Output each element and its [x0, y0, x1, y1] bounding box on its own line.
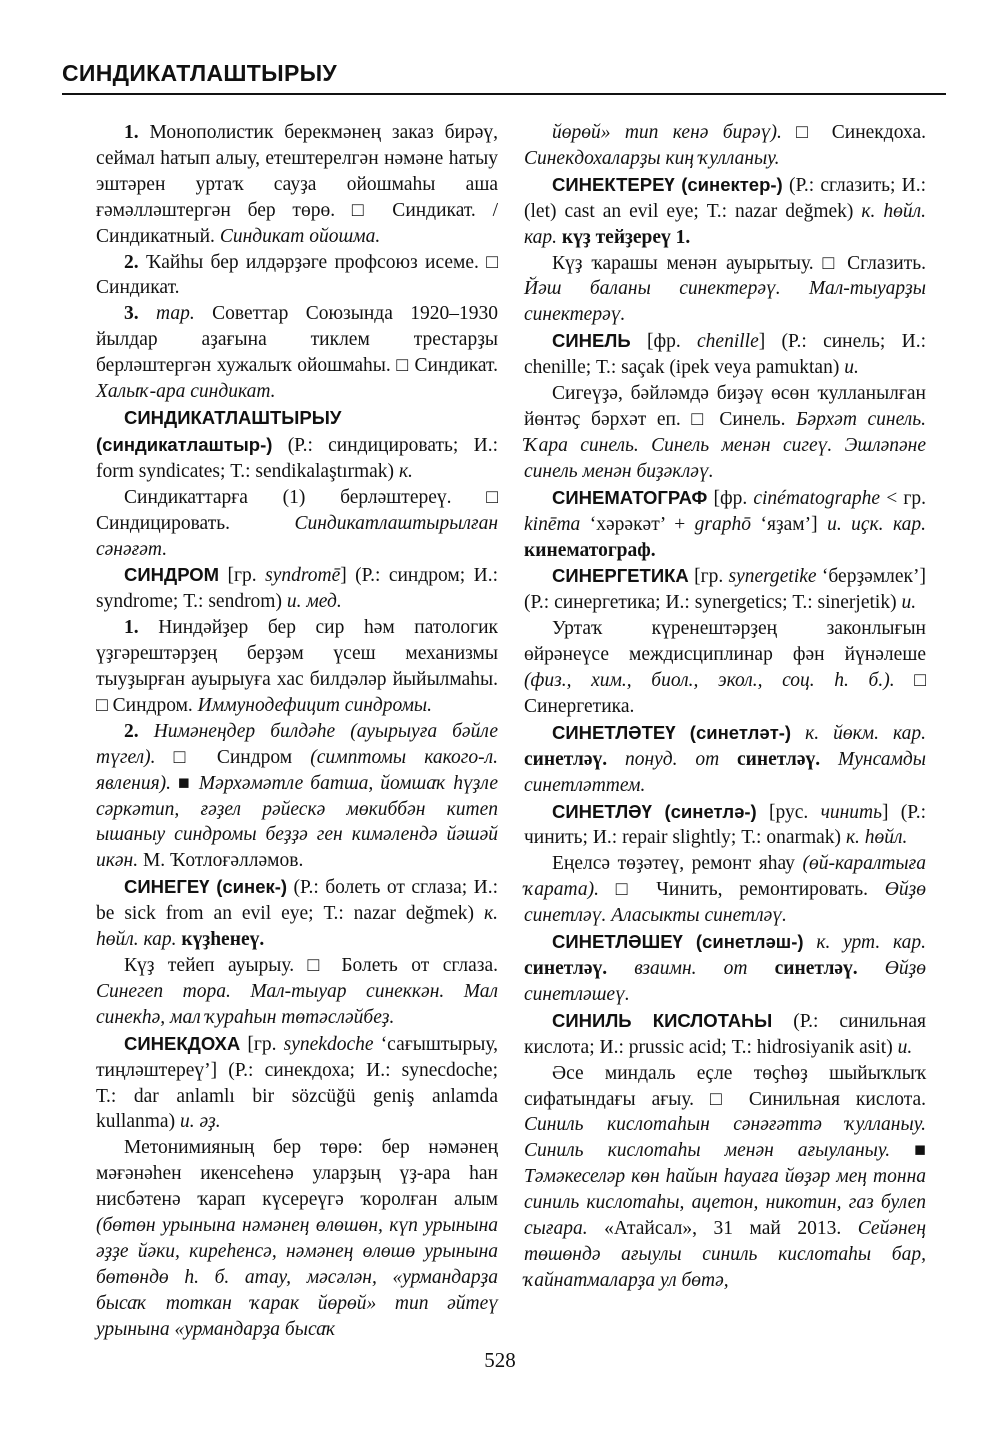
italic-run: Синегеп тора. Мал-тыуар синеккән. Мал синекһә, мал ҡураһын төтәсләйбеҙ. — [96, 980, 498, 1028]
bold-run: синетләү. — [737, 748, 821, 770]
italic-run: взаимн. от — [634, 958, 748, 979]
text-run: (Р.: сглазить; И.: (let) cast an evil eye; Т.: nazar değmek) — [524, 174, 927, 222]
headword: СИНЕТЛӘТЕҮ (синетләт-) — [552, 721, 792, 743]
italic-run: Өйҙө синетләшеү. — [524, 958, 926, 1005]
italic-run: (ауырыуға бәйле түгел). — [96, 720, 498, 768]
headword: СИНЕКДОХА — [124, 1032, 241, 1054]
italic-run: (физ., хим., биол., экол., соц. һ. б.). — [524, 670, 895, 692]
italic-run: Синиль кислотаһын сәнәғәттә ҡулланыу. Синиль кислотаһы менән ағыуланыу. — [524, 1114, 926, 1162]
italic-run: graphō — [694, 513, 752, 535]
text-run: Монополистик берекмәнең заказ бирәү, сеймал һатып алыу, етештерелгән нәмәне һатыу эштәрен уртаҡ сауҙа ойошмаһы аша ғәмәлләштергән бер төрө. □ Синдикат. / Синдикатный. — [96, 122, 498, 247]
text-run: [фр. — [630, 331, 698, 353]
italic-run: тар. — [156, 303, 195, 325]
italic-run: и. иҫк. кар. — [827, 513, 926, 535]
paragraph — [524, 485, 926, 564]
text-run: Советтар Союзында 1920–1930 йылдар аҙағына тиклем трестарҙы берләштергән хужалыҡ ойошмаһы. □ Синдикат. — [96, 303, 498, 377]
right-column — [524, 120, 926, 1294]
italic-run: Йәш баланы синектерәү. Мал-тыуарҙы синектерәү. — [524, 278, 926, 326]
text-run — [719, 749, 737, 770]
italic-run: и. мед. — [286, 591, 342, 613]
text-run: Әсе миндаль еҫле төҫһөҙ шыйыҡлыҡ сифатындағы ағыу. □ Синильная кислота. — [524, 1062, 926, 1110]
italic-run: йөрөй» тип кенә бирәү). — [552, 122, 782, 143]
italic-run: и. әҙ. — [179, 1111, 221, 1133]
italic-run: Синекдохаларҙы киң ҡулланыу. — [524, 147, 780, 169]
text-run: «Атайсал», 31 май 2013. — [587, 1218, 858, 1240]
italic-run: kinēma — [524, 513, 581, 535]
italic-run: и. — [844, 357, 859, 379]
running-head: СИНДИКАТЛАШТЫРЫУ — [62, 60, 338, 86]
paragraph — [524, 616, 926, 720]
italic-run: Синдикат ойошма. — [219, 225, 381, 247]
text-run: ‘сағыштырыу, тиңләштереү’] (Р.: синекдоха; И.: synecdoche; Т.: dar anlamlı bir sözcüğü geniş anlamda kullanma) — [96, 1033, 498, 1133]
italic-run: Өйҙө синетләү. Аласыкты синетләү. — [524, 879, 926, 927]
paragraph — [524, 251, 926, 329]
text-run: Ҡайһы бер илдәрҙәге профсоюз исеме. □ Синдикат. — [96, 251, 498, 299]
header-rule — [62, 93, 946, 95]
italic-run: чинить — [820, 801, 882, 823]
headword: СИНЕЛЬ — [552, 330, 631, 352]
text-run: (Р.: синдицировать; И.: form syndicates; Т.: sendikalaştırmak) — [96, 434, 498, 482]
bold-run: синетләү. — [524, 748, 608, 770]
italic-run: Мунсамды синетләттем. — [524, 748, 926, 796]
paragraph — [96, 562, 498, 615]
italic-run: (өй-каралтыға ҡарата). — [524, 853, 926, 901]
italic-run: Бәрхәт синель. Ҡара синель. Синель менән сигеү. Эшләпәне синель менән биҙәкләү. — [524, 408, 926, 482]
headword: СИНЕТЛӘҮ (синетлә-) — [552, 800, 757, 822]
bold-run: 1. — [124, 617, 159, 639]
text-run: (Р.: болеть от сглаза; И.: be sick from an evil eye; Т.: nazar değmek) — [96, 877, 499, 925]
italic-run: к. — [398, 460, 413, 482]
bold-run: күҙ тейҙереү 1. — [561, 226, 691, 248]
text-run: [гр. — [219, 565, 266, 587]
text-run: □ Синдром — [155, 746, 311, 768]
text-run — [820, 749, 838, 770]
bold-run: 2. — [124, 720, 154, 742]
italic-run: (бөтөн урынына нәмәнең өлөшөн, күп урынына әҙҙе йәки, киреһенсә, нәмәнең өлөшө урынына бөтөндө һ. б. атау, мәсәлән, «урмандарҙа бысаҡ тоткан ҡарак йөрөй» тип әйтеү урынына «урмандарҙа бысаҡ — [96, 1215, 498, 1340]
paragraph — [524, 172, 926, 251]
italic-run: Халыҡ-ара синдикат. — [96, 381, 276, 403]
text-run — [335, 721, 350, 742]
text-run: ] (Р.: чинить; И.: repair slightly; Т.: onarmak) — [524, 801, 926, 849]
paragraph — [96, 953, 498, 1031]
paragraph — [96, 615, 498, 719]
italic-run: Сейәнең төшөндә ағыулы синиль кислотаһы бар, ҡайнатмаларҙа ул бөтә, — [524, 1218, 926, 1291]
text-run: ■ — [890, 1140, 927, 1162]
text-run: М. Ҡотлоғәлләмов. — [138, 850, 304, 872]
headword: СИНИЛЬ КИСЛОТАҺЫ — [552, 1009, 773, 1031]
text-run: ‘хәрәкәт’ + — [580, 513, 695, 535]
paragraph — [524, 563, 926, 616]
headword: СИНДРОМ — [124, 564, 220, 586]
italic-run: Нимәнеңдер билдәһе — [153, 720, 336, 742]
text-run: Уртаҡ күренештәрҙең законлығын өйрәнеүсе междисциплинар фән йүнәлеше — [524, 618, 926, 666]
bold-run: 2. — [124, 251, 146, 273]
bold-run: синетләү. — [524, 958, 608, 979]
text-run: Еңелсә төҙәтеү, ремонт яһау — [552, 853, 803, 875]
text-run: □ Чинить, ремонтировать. — [598, 879, 885, 901]
paragraph — [96, 1031, 498, 1136]
italic-run: Мәрхәмәтле батша, йомшаҡ һүҙле сәркәтип, ғәҙел рәйескә мөкиббән китеп ышаныу синдромы беҙҙә ген кимәлендә йәшәй икән. — [96, 772, 498, 872]
paragraph — [96, 485, 498, 563]
text-run: ‘яҙам’] — [751, 513, 828, 535]
paragraph — [524, 120, 926, 172]
italic-run: к. һөйл. — [845, 827, 908, 849]
text-run: □ Синергетика. — [524, 670, 926, 717]
paragraph — [524, 381, 926, 485]
text-run: [гр. — [688, 566, 729, 588]
italic-run: к. һөйл. кар. — [524, 200, 927, 248]
italic-run: к. урт. кар. — [816, 932, 927, 954]
italic-run: и. — [901, 592, 917, 614]
text-run — [791, 723, 805, 744]
headword: СИНЕКТЕРЕҮ (синектер-) — [552, 173, 783, 195]
headword: СИНЕМАТОГРАФ — [552, 486, 708, 508]
italic-run: к. һөйл. кар. — [96, 903, 498, 951]
text-run: □ Синекдоха. — [781, 122, 926, 143]
italic-run: Тәмәкеселәр көн һайын һауаға йөҙәр мең тонна синиль кислотаһы, ацетон, никотин, газ булеп сығара. — [524, 1166, 926, 1240]
text-run: (Р.: синильная кислота; И.: prussic acid; Т.: hidrosiyanik asit) — [524, 1010, 926, 1058]
text-run: ■ — [171, 772, 199, 794]
italic-run: к. йөкм. кар. — [805, 722, 927, 744]
text-run: [рус. — [756, 801, 821, 823]
text-run: Метонимияның бер төрө: бер нәмәнең мәғәнәһен икенсеһенә уларҙың үҙ-ара һан нисбәтенә ҡарап күсереүгә ҡоролған алым — [96, 1137, 498, 1211]
headword: СИНЕРГЕТИКА — [552, 565, 689, 587]
italic-run: chenille — [697, 331, 759, 353]
italic-run: Иммунодефицит синдромы. — [197, 694, 433, 716]
text-run: ] (Р.: синель; И.: chenille; Т.: saçak (ipek veya pamuktan) — [524, 331, 926, 379]
bold-run: синетләү. — [774, 958, 858, 979]
italic-run: synergetike — [728, 566, 817, 588]
headword: СИНЕТЛӘШЕҮ (синетләш-) — [552, 931, 804, 953]
italic-run: понуд. от — [624, 748, 720, 770]
paragraph — [96, 1135, 498, 1342]
paragraph — [96, 120, 498, 250]
italic-run: cinématographe — [753, 487, 881, 509]
text-run — [858, 958, 885, 979]
paragraph — [524, 799, 926, 852]
text-run: < гр. — [880, 487, 926, 509]
headword: СИНДИКАТЛАШТЫРЫУ (синдикатлаштыр-) — [96, 406, 342, 455]
bold-run: 1. — [124, 122, 150, 143]
italic-run: и. — [897, 1036, 913, 1058]
paragraph — [96, 301, 498, 405]
text-run: Күҙ ҡарашы менән ауырытыу. □ Сглазить. — [552, 252, 926, 274]
paragraph — [96, 874, 498, 953]
left-column — [96, 120, 498, 1343]
text-run: Сигеүҙә, бәйләмдә биҙәү өсөн ҡулланылған йөнтәҫ бәрхәт еп. □ Синель. — [524, 383, 926, 430]
bold-run: кинематограф. — [524, 539, 656, 561]
paragraph — [524, 851, 926, 929]
italic-run: (симптомы какого-л. явления). — [96, 746, 499, 794]
text-run — [747, 958, 774, 979]
text-run — [804, 932, 817, 953]
text-run: Синдикаттарға (1) берләштереү. □ Синдицировать. — [96, 486, 498, 534]
text-run — [607, 749, 625, 770]
text-run: [фр. — [707, 487, 754, 509]
paragraph — [96, 719, 498, 874]
text-run: [гр. — [240, 1033, 284, 1055]
text-run: Күҙ тейеп ауырыу. □ Болеть от сглаза. — [124, 955, 498, 976]
paragraph — [524, 1061, 926, 1294]
paragraph — [96, 250, 498, 302]
italic-run: Синдикатлаштырылған сәнәғәт. — [96, 512, 498, 560]
italic-run: syndromē — [265, 565, 341, 587]
headword: СИНЕГЕҮ (синек-) — [124, 876, 288, 898]
paragraph — [524, 1008, 926, 1061]
paragraph — [96, 405, 498, 485]
paragraph — [524, 720, 926, 799]
bold-run: күҙһенеү. — [181, 929, 265, 951]
text-run — [607, 958, 634, 979]
italic-run: synekdoche — [283, 1033, 374, 1055]
paragraph — [524, 328, 926, 381]
text-run: ] (Р.: синдром; И.: syndrome; Т.: sendrom) — [96, 565, 498, 613]
text-run: ‘берҙәмлек’] (Р.: синергетика; И.: synergetics; Т.: sinerjetik) — [524, 566, 927, 614]
paragraph — [524, 929, 926, 1008]
page-number: 528 — [484, 1348, 516, 1372]
text-run: Ниндәйҙер бер сир һәм патологик үҙгәрештәрҙең берҙәм үсеш механизмы тыуҙырған ауырыуға хас билдәләр йыйылмаһы. □ Синдром. — [96, 617, 499, 716]
bold-run: 3. — [124, 303, 157, 325]
